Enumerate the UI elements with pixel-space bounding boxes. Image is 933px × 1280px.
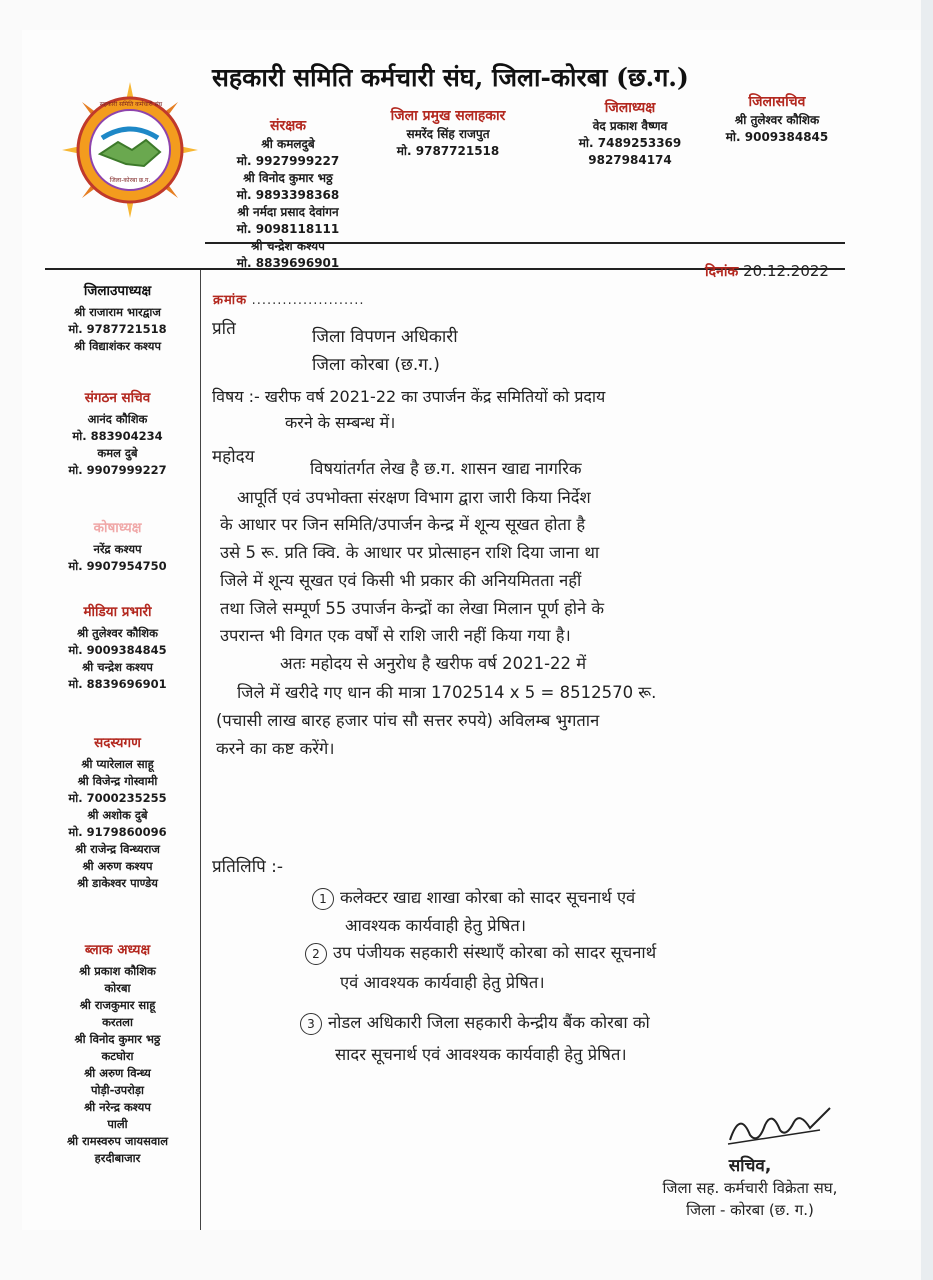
- member-line: श्री विनोद कुमार भठ्ठ: [243, 171, 333, 185]
- member-line: मो. 9787721518: [396, 144, 500, 158]
- member-line: 9827984174: [588, 153, 672, 167]
- member-line: श्री तुलेश्वर कौशिक: [77, 626, 158, 640]
- header-sanrakshak: [213, 118, 363, 272]
- subject-line-1: विषय :- खरीफ वर्ष 2021-22 का उपार्जन केंद्र समितियों को प्रदाय: [212, 387, 606, 406]
- page-edge-shadow: [921, 0, 933, 1280]
- member-line: श्री राजेन्द्र विन्ध्यराज: [75, 842, 160, 856]
- member-line: हरदीबाजार: [94, 1151, 141, 1165]
- member-line: पाली: [107, 1117, 128, 1131]
- header-divider: [205, 242, 845, 244]
- member-line: मो. 9009384845: [725, 130, 829, 144]
- sidebar-koshadhyaksh: [40, 520, 195, 575]
- copy-heading: प्रतिलिपि :-: [212, 857, 284, 877]
- header-sachiv: [712, 94, 842, 146]
- salutation: महोदय: [212, 447, 255, 467]
- body-line: विषयांतर्गत लेख है छ.ग. शासन खाद्य नागरिक: [310, 459, 582, 478]
- sidebar-block: [40, 942, 195, 1167]
- member-line: श्री विद्याशंकर कश्यप: [73, 339, 161, 353]
- role-title: कोषाध्यक्ष: [93, 520, 142, 536]
- body-line: उसे 5 रू. प्रति क्वि. के आधार पर प्रोत्साहन राशि दिया जाना था: [220, 543, 600, 562]
- member-line: श्री कमलदुबे: [261, 137, 315, 151]
- recipient-line-2: जिला कोरबा (छ.ग.): [312, 355, 440, 375]
- sidebar-upadhyaksh: [40, 283, 195, 355]
- copy-text: आवश्यक कार्यवाही हेतु प्रेषित।: [345, 916, 527, 935]
- logo-top-text: सहकारी समिति कर्मचारी संघ: [99, 101, 163, 108]
- member-line: श्री अरुण विन्ध्य: [84, 1066, 151, 1080]
- date-line: [705, 262, 829, 281]
- member-line: मो. 883904234: [72, 429, 163, 443]
- body-line: अतः महोदय से अनुरोध है खरीफ वर्ष 2021-22 में: [280, 654, 587, 673]
- sign-title: सचिव,: [728, 1156, 772, 1176]
- member-line: मो. 7489253369: [578, 136, 682, 150]
- member-line: श्री नरेन्द्र कश्यप: [84, 1100, 151, 1114]
- member-line: मो. 9893398368: [236, 188, 340, 202]
- member-line: श्री अशोक दुबे: [87, 808, 148, 822]
- sidebar-sadasyagan: [40, 735, 195, 892]
- sidebar-prabhari: [40, 604, 195, 693]
- role-title: जिलासचिव: [748, 94, 806, 110]
- role-title: जिला प्रमुख सलाहकार: [390, 108, 506, 124]
- body-line: आपूर्ति एवं उपभोक्ता संरक्षण विभाग द्वारा जारी किया निर्देश: [237, 488, 591, 507]
- member-line: वेद प्रकाश वैष्णव: [592, 119, 668, 133]
- sidebar-sangathan: [40, 390, 195, 479]
- body-line: तथा जिले सम्पूर्ण 55 उपार्जन केन्द्रों का लेखा मिलान पूर्ण होने के: [220, 599, 605, 618]
- logo-bottom-text: जिला-कोरबा छ.ग.: [109, 177, 151, 184]
- member-line: श्री राजकुमार साहू: [79, 998, 156, 1012]
- body-line: जिले में खरीदे गए धान की मात्रा 1702514 x 5 = 8512570 रू.: [237, 683, 657, 702]
- member-line: श्री प्यारेलाल साहू: [81, 757, 154, 771]
- role-title: संरक्षक: [270, 118, 306, 134]
- header-adhyaksh: [560, 100, 700, 169]
- number-circle: 1: [312, 888, 334, 910]
- copy-item: [305, 940, 656, 965]
- member-line: श्री प्रकाश कौशिक: [79, 964, 156, 978]
- member-line: श्री विजेन्द्र गोस्वामी: [77, 774, 158, 788]
- header-salahkar: [368, 108, 528, 160]
- body-line: जिले में शून्य सूखत एवं किसी भी प्रकार की अनियमितता नहीं: [220, 571, 582, 590]
- ref-dots: ......................: [251, 293, 365, 308]
- member-line: श्री अरुण कश्यप: [82, 859, 153, 873]
- member-line: श्री विनोद कुमार भठ्ठ: [74, 1032, 161, 1046]
- sign-line: जिला - कोरबा (छ. ग.): [686, 1201, 814, 1219]
- date-value: 20.12.2022: [743, 262, 829, 280]
- member-line: मो. 7000235255: [68, 791, 167, 805]
- member-line: कमल दुबे: [97, 446, 138, 460]
- member-line: नरेंद्र कश्यप: [93, 542, 142, 556]
- sign-line: जिला सह. कर्मचारी विक्रेता सघ,: [662, 1179, 838, 1197]
- member-line: आनंद कौशिक: [87, 412, 148, 426]
- member-line: कटघोरा: [101, 1049, 134, 1063]
- copy-text: सादर सूचनार्थ एवं आवश्यक कार्यवाही हेतु प्रेषित।: [335, 1045, 627, 1064]
- number-circle: 3: [300, 1013, 322, 1035]
- member-line: पोड़ी-उपरोड़ा: [90, 1083, 145, 1097]
- member-line: समरेंद सिंह राजपुत: [406, 127, 490, 141]
- member-line: श्री नर्मदा प्रसाद देवांगन: [237, 205, 339, 219]
- member-line: मो. 9179860096: [68, 825, 167, 839]
- body-line: करने का कष्ट करेंगे।: [216, 739, 335, 758]
- ref-label: क्रमांक: [213, 293, 248, 308]
- member-line: मो. 9009384845: [68, 643, 167, 657]
- body-line: उपरान्त भी विगत एक वर्षों से राशि जारी नहीं किया गया है।: [220, 626, 571, 645]
- member-line: श्री चन्द्रेश कश्यप: [82, 660, 153, 674]
- member-line: श्री राजाराम भारद्वाज: [74, 305, 161, 319]
- sidebar-divider: [200, 270, 201, 1230]
- role-title: जिलाध्यक्ष: [604, 100, 656, 116]
- copy-text: एवं आवश्यक कार्यवाही हेतु प्रेषित।: [340, 973, 545, 992]
- member-line: मो. 8839696901: [236, 256, 340, 270]
- prati-label: प्रति: [212, 319, 236, 339]
- role-title: मीडिया प्रभारी: [83, 604, 152, 620]
- member-line: मो. 9907954750: [68, 559, 167, 573]
- copy-text: नोडल अधिकारी जिला सहकारी केन्द्रीय बैंक कोरबा को: [328, 1013, 650, 1032]
- signature-scribble: [720, 1100, 840, 1150]
- recipient-line-1: जिला विपणन अधिकारी: [312, 327, 458, 347]
- body-line: के आधार पर जिन समिति/उपार्जन केन्द्र में शून्य सूखत होता है: [220, 515, 586, 534]
- role-title: ब्लाक अध्यक्ष: [84, 942, 151, 958]
- date-label: दिनांक: [705, 264, 739, 280]
- member-line: मो. 9927999227: [236, 154, 340, 168]
- role-title: जिलाउपाध्यक्ष: [83, 283, 152, 299]
- role-title: सदस्यगण: [94, 735, 141, 751]
- member-line: मो. 8839696901: [68, 677, 167, 691]
- member-line: करतला: [102, 1015, 133, 1029]
- member-line: मो. 9098118111: [236, 222, 340, 236]
- member-line: श्री रामस्वरुप जायसवाल: [66, 1134, 169, 1148]
- copy-item: [312, 885, 635, 910]
- member-line: श्री तुलेश्वर कौशिक: [734, 113, 820, 127]
- ref-number-line: [213, 290, 365, 308]
- org-title: सहकारी समिति कर्मचारी संघ, जिला-कोरबा (छ.ग.): [212, 63, 689, 92]
- copy-text: कलेक्टर खाद्य शाखा कोरबा को सादर सूचनार्थ एवं: [340, 888, 636, 907]
- signature-block: [630, 1155, 870, 1221]
- subject-line-2: करने के सम्बन्ध में।: [285, 413, 396, 432]
- member-line: कोरबा: [104, 981, 131, 995]
- member-line: श्री डाकेश्वर पाण्डेय: [77, 876, 158, 890]
- member-line: श्री चन्द्रेश कश्यप: [251, 239, 325, 253]
- copy-text: उप पंजीयक सहकारी संस्थाएँ कोरबा को सादर सूचनार्थ: [333, 943, 657, 962]
- member-line: मो. 9787721518: [68, 322, 167, 336]
- member-line: मो. 9907999227: [68, 463, 167, 477]
- copy-item: [300, 1010, 650, 1035]
- number-circle: 2: [305, 943, 327, 965]
- role-title: संगठन सचिव: [84, 390, 151, 406]
- body-line: (पचासी लाख बारह हजार पांच सौ सत्तर रुपये) अविलम्ब भुगतान: [216, 711, 600, 730]
